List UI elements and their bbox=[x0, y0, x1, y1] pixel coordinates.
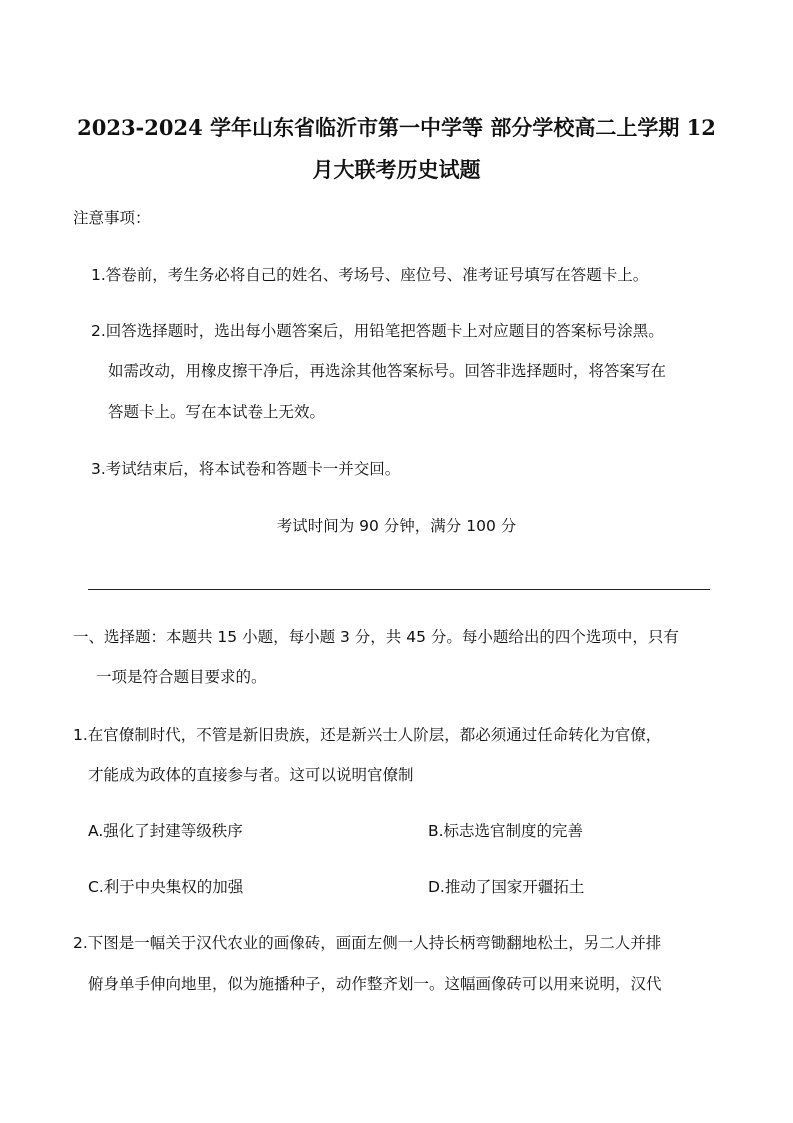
divider-line bbox=[88, 589, 710, 590]
notice-item-2-line-1: 2.回答选择题时，选出每小题答案后，用铅笔把答题卡上对应题目的答案标号涂黑。 bbox=[91, 322, 664, 340]
question-1-option-b: B.标志选官制度的完善 bbox=[428, 822, 584, 840]
question-1-option-c: C.利于中央集权的加强 bbox=[88, 878, 244, 896]
question-1-stem-line-2: 才能成为政体的直接参与者。这可以说明官僚制 bbox=[88, 766, 414, 784]
document-title-line-1: 2023-2024 学年山东省临沂市第一中学等 部分学校高二上学期 12 bbox=[77, 115, 716, 140]
document-title-line-2: 月大联考历史试题 bbox=[312, 157, 481, 182]
question-1-stem-line-1: 1.在官僚制时代，不管是新旧贵族，还是新兴士人阶层，都必须通过任命转化为官僚， bbox=[73, 726, 662, 744]
notice-item-1: 1.答卷前，考生务必将自己的姓名、考场号、座位号、准考证号填写在答题卡上。 bbox=[91, 266, 649, 284]
question-2-stem-line-1: 2.下图是一幅关于汉代农业的画像砖，画面左侧一人持长柄弯锄翻地松土，另二人并排 bbox=[73, 934, 662, 952]
question-1-option-d: D.推动了国家开疆拓土 bbox=[428, 878, 585, 896]
question-2-stem-line-2: 俯身单手伸向地里，似为施播种子，动作整齐划一。这幅画像砖可以用来说明，汉代 bbox=[88, 975, 662, 993]
question-1-option-a: A.强化了封建等级秩序 bbox=[88, 822, 243, 840]
notice-item-2-line-2: 如需改动，用橡皮擦干净后，再选涂其他答案标号。回答非选择题时，将答案写在 bbox=[108, 362, 667, 380]
section-1-instructions-line-2: 一项是符合题目要求的。 bbox=[96, 668, 267, 686]
section-1-instructions-line-1: 一、选择题：本题共 15 小题，每小题 3 分，共 45 分。每小题给出的四个选项中，只有 bbox=[73, 628, 679, 646]
notice-heading: 注意事项： bbox=[73, 209, 151, 227]
exam-time-info: 考试时间为 90 分钟，满分 100 分 bbox=[276, 517, 517, 535]
notice-item-3: 3.考试结束后，将本试卷和答题卡一并交回。 bbox=[91, 460, 401, 478]
notice-item-2-line-3: 答题卡上。写在本试卷上无效。 bbox=[108, 403, 326, 421]
